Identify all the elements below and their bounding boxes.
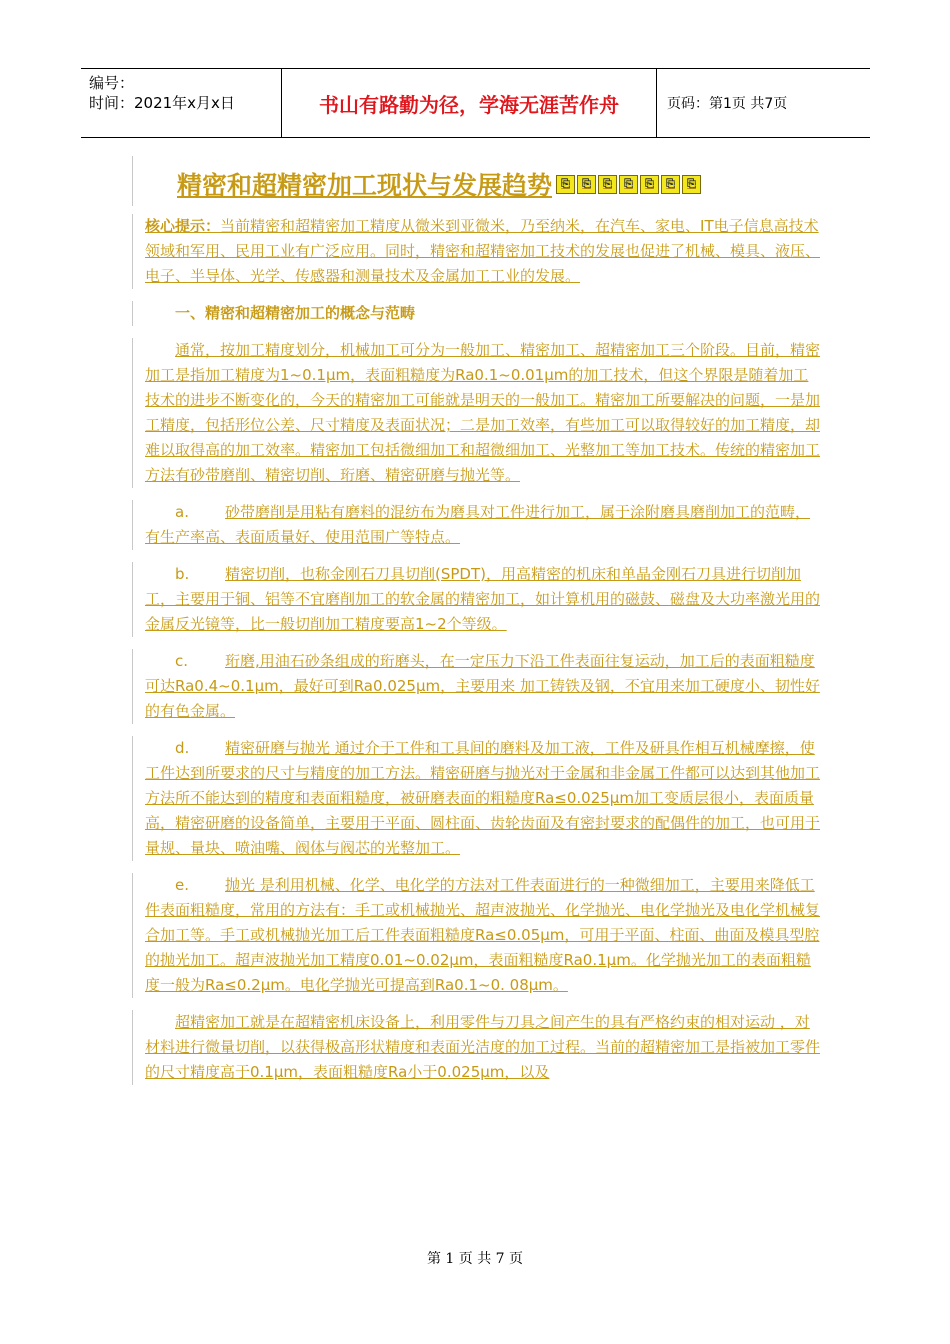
number-label: 编号： [89,74,135,92]
summary-paragraph[interactable] [145,214,822,289]
section-heading [145,301,822,326]
header-page-info: 页码：第1页 共7页 [667,96,788,112]
header-motto: 书山有路勤为径，学海无涯苦作舟 [282,69,657,137]
paragraph[interactable] [145,1010,822,1085]
paragraph-text: 抛光 是利用机械、化学、电化学的方法对工件表面进行的一种微细加工，主要用来降低工件表面粗糙度，常用的方法有：手工或机械抛光、超声波抛光、化学抛光、电化学抛光及电化学机械复合加工等。手工或机械抛光加工后工件表面粗糙度Ra≤0.05μm，可用于平面、柱面、曲面及模具型腔的抛光加工。超声波抛光加工精度0.01~0.02μm，表面粗糙度Ra0.1μm。化学抛光加工的表面粗糙度一般为Ra≤0.2μm。电化学抛光可提高到Ra0.1~0. 08μm。 [145,876,821,994]
paragraph[interactable] [145,562,822,637]
item-label: a. [175,503,189,521]
summary-text: 当前精密和超精密加工精度从微米到亚微米，乃至纳米，在汽车、家电、IT电子信息高技术领域和军用、民用工业有广泛应用。同时，精密和超精密加工技术的发展也促进了机械、模具、液压、电子、半导体、光学、传感器和测量技术及金属加工工业的发展。 [145,217,821,285]
item-label: b. [175,565,190,583]
time-label: 时间：2021年x月x日 [89,94,235,112]
paragraph[interactable] [145,736,822,861]
paragraph-text: 精密研磨与抛光 通过介于工件和工具间的磨料及加工液，工件及研具作相互机械摩擦，使工件达到所要求的尺寸与精度的加工方法。精密研磨与抛光对于金属和非金属工件都可以达到其他加工方法所不能达到的精度和表面粗糙度，被研磨表面的粗糙度Ra≤0.025μm加工变质层很小，表面质量高，精密研磨的设备简单，主要用于平面、圆柱面、齿轮齿面及有密封要求的配偶件的加工，也可用于量规、量块、喷油嘴、阀体与阀芯的光整加工。 [145,739,821,857]
para-block-last [132,1010,822,1085]
summary-label: 核心提示： [145,217,221,235]
paragraph[interactable] [145,873,822,998]
paragraph-text: 珩磨,用油石砂条组成的珩磨头，在一定压力下沿工件表面往复运动，加工后的表面粗糙度可达Ra0.4~0.1μm，最好可到Ra0.025μm，主要用来 加工铸铁及钢，不宜用来加工硬度小、韧性好的有色金属。 [145,652,820,720]
title-text: 精密和超精密加工现状与发展趋势 [177,171,553,200]
item-label: c. [175,652,189,670]
page-title[interactable] [145,166,822,202]
paragraph-text: 砂带磨削是用粘有磨料的混纺布为磨具对工件进行加工，属于涂附磨具磨削加工的范畴，有生产率高、表面质量好、使用范围广等特点。 [145,503,811,546]
paragraph[interactable] [145,338,822,488]
paragraph-text: 超精密加工就是在超精密机床设备上，利用零件与刀具之间产生的具有严格约束的相对运动 ，对材料进行微量切削，以获得极高形状精度和表面光洁度的加工过程。当前的超精密加工是指被加工零件的尺寸精度高于0.1μm，表面粗糙度Ra小于0.025μm，以及 [145,1013,821,1081]
para-block-e [132,873,822,998]
document-header [81,68,870,138]
para-block-b [132,562,822,637]
header-meta [81,69,282,137]
para-block-d [132,736,822,861]
page-footer: 第 1 页 共 7 页 [426,1251,524,1267]
link-icon[interactable]: ⎘ [640,175,659,194]
para-block-c [132,649,822,724]
paragraph-text: 通常，按加工精度划分，机械加工可分为一般加工、精密加工、超精密加工三个阶段。目前，精密加工是指加工精度为1~0.1μm，表面粗糙度为Ra0.1~0.01μm的加工技术，但这个界限是随着加工技术的进步不断变化的，今天的精密加工可能就是明天的一般加工。精密加工所要解决的问题，一是加工精度，包括形位公差、尺寸精度及表面状况；二是加工效率，有些加工可以取得较好的加工精度，却难以取得高的加工效率。精密加工包括微细加工和超微细加工、光整加工等加工技术。传统的精密加工方法有砂带磨削、精密切削、珩磨、精密研磨与抛光等。 [145,341,821,484]
paragraph-text: 精密切削，也称金刚石刀具切削(SPDT)，用高精密的机床和单晶金刚石刀具进行切削加工，主要用于铜、铝等不宜磨削加工的软金属的精密加工，如计算机用的磁鼓、磁盘及大功率激光用的金属反光镜等，比一般切削加工精度要高1~2个等级。 [145,565,821,633]
section-heading-text: 一、精密和超精密加工的概念与范畴 [175,304,416,322]
link-icon[interactable]: ⎘ [556,175,575,194]
summary-block [132,214,822,289]
title-icons [556,175,703,194]
item-label: e. [175,876,189,894]
item-label: d. [175,739,190,757]
paragraph[interactable] [145,500,822,550]
title-block [132,156,822,206]
document-body [132,156,822,1097]
para-block-a [132,500,822,550]
link-icon[interactable]: ⎘ [682,175,701,194]
link-icon[interactable]: ⎘ [577,175,596,194]
link-icon[interactable]: ⎘ [661,175,680,194]
link-icon[interactable]: ⎘ [619,175,638,194]
link-icon[interactable]: ⎘ [598,175,617,194]
para-block-0 [132,338,822,488]
paragraph[interactable] [145,649,822,724]
section-heading-block [132,301,822,326]
